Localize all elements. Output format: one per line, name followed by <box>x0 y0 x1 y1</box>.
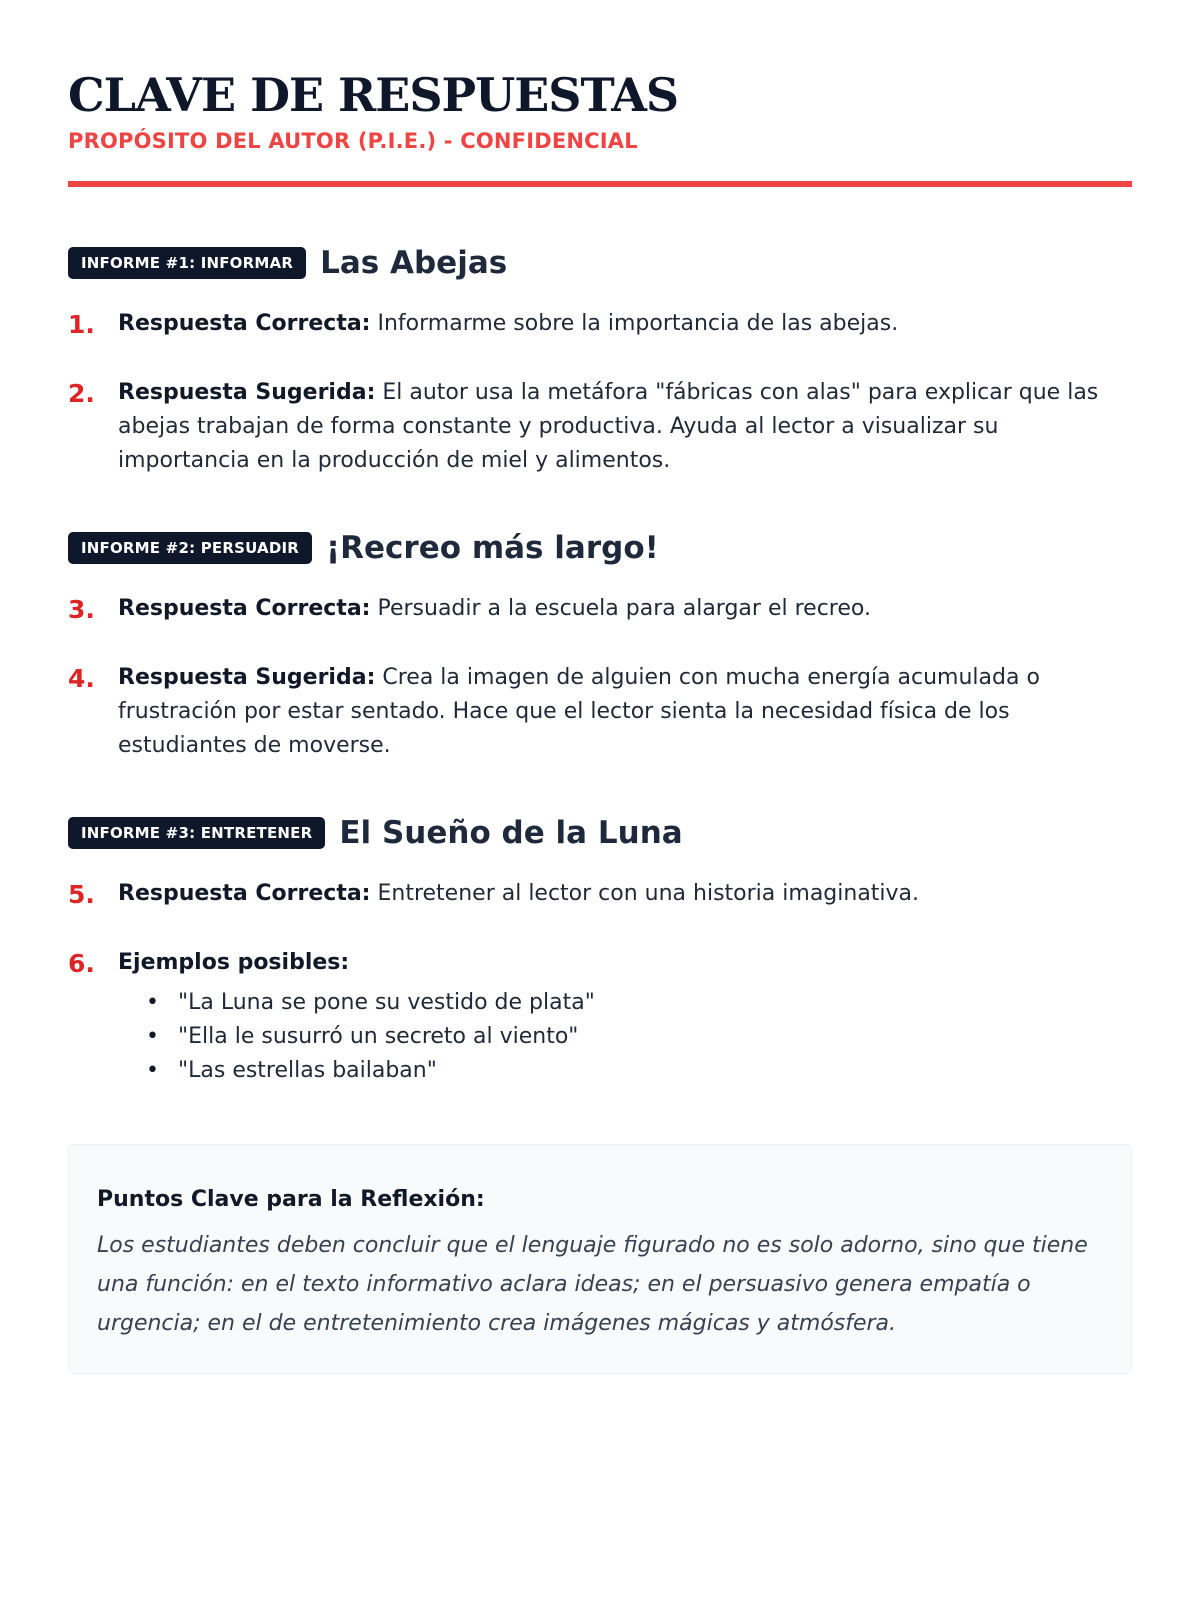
answer-label: Respuesta Correcta: <box>118 880 371 906</box>
list-item <box>118 1054 1132 1088</box>
answer-item <box>68 307 1132 342</box>
section-header <box>68 815 1132 851</box>
answer-body <box>118 376 1132 478</box>
example-text: "Las estrellas bailaban" <box>178 1057 437 1083</box>
reflection-box <box>68 1144 1132 1374</box>
answer-body <box>118 661 1132 763</box>
section-badge: INFORME #2: PERSUADIR <box>68 532 312 564</box>
answer-number: 2. <box>68 378 95 408</box>
document-header <box>68 0 1132 187</box>
section-entretener <box>68 815 1132 1088</box>
bullet-icon: • <box>146 1057 159 1083</box>
header-divider <box>68 181 1132 187</box>
section-persuadir <box>68 530 1132 763</box>
answer-label: Respuesta Sugerida: <box>118 379 376 405</box>
answer-text: Informarme sobre la importancia de las abejas. <box>377 310 899 336</box>
answer-text: Persuadir a la escuela para alargar el recreo. <box>377 595 871 621</box>
example-text: "La Luna se pone su vestido de plata" <box>178 989 595 1015</box>
answer-item <box>68 661 1132 763</box>
section-title: Las Abejas <box>320 244 508 281</box>
section-informar <box>68 245 1132 478</box>
section-header <box>68 245 1132 281</box>
section-header <box>68 530 1132 566</box>
bullet-icon: • <box>146 989 159 1015</box>
answer-text: Crea la imagen de alguien con mucha energía acumulada o frustración por estar sentado. Hace que el lector sienta la necesidad física de los estudiantes de moverse. <box>118 664 1040 758</box>
answer-number: 1. <box>68 309 95 339</box>
answer-body <box>118 592 1132 627</box>
answer-body <box>118 877 1132 912</box>
answer-item <box>68 946 1132 1088</box>
answer-number: 5. <box>68 879 95 909</box>
section-title: ¡Recreo más largo! <box>326 529 659 566</box>
answer-body <box>118 946 1132 1088</box>
list-item <box>118 1020 1132 1054</box>
section-badge: INFORME #3: ENTRETENER <box>68 817 325 849</box>
answer-item <box>68 877 1132 912</box>
answer-item <box>68 376 1132 478</box>
answer-body <box>118 307 1132 342</box>
example-text: "Ella le susurró un secreto al viento" <box>178 1023 579 1049</box>
examples-list <box>118 986 1132 1088</box>
answer-item <box>68 592 1132 627</box>
section-badge: INFORME #1: INFORMAR <box>68 247 306 279</box>
bullet-icon: • <box>146 1023 159 1049</box>
section-title: El Sueño de la Luna <box>339 814 683 851</box>
answer-label: Ejemplos posibles: <box>118 949 350 975</box>
answer-number: 6. <box>68 948 95 978</box>
reflection-text: Los estudiantes deben concluir que el lenguaje figurado no es solo adorno, sino que tiene una función: en el texto informativo aclara ideas; en el persuasivo genera empatía o urgencia; en el de entretenimiento crea imágenes mágicas y atmósfera. <box>97 1232 1088 1336</box>
answer-label: Respuesta Correcta: <box>118 310 371 336</box>
answer-number: 3. <box>68 594 95 624</box>
answer-label: Respuesta Correcta: <box>118 595 371 621</box>
reflection-title: Puntos Clave para la Reflexión: <box>97 1186 485 1212</box>
answer-label: Respuesta Sugerida: <box>118 664 376 690</box>
list-item <box>118 986 1132 1020</box>
answer-number: 4. <box>68 663 95 693</box>
answer-text: El autor usa la metáfora "fábricas con alas" para explicar que las abejas trabajan de forma constante y productiva. Ayuda al lector a visualizar su importancia en la producción de miel y alimentos. <box>118 379 1099 473</box>
document-subtitle: PROPÓSITO DEL AUTOR (P.I.E.) - CONFIDENCIAL <box>68 128 638 153</box>
document-title: CLAVE DE RESPUESTAS <box>68 68 679 122</box>
answer-text: Entretener al lector con una historia imaginativa. <box>377 880 920 906</box>
